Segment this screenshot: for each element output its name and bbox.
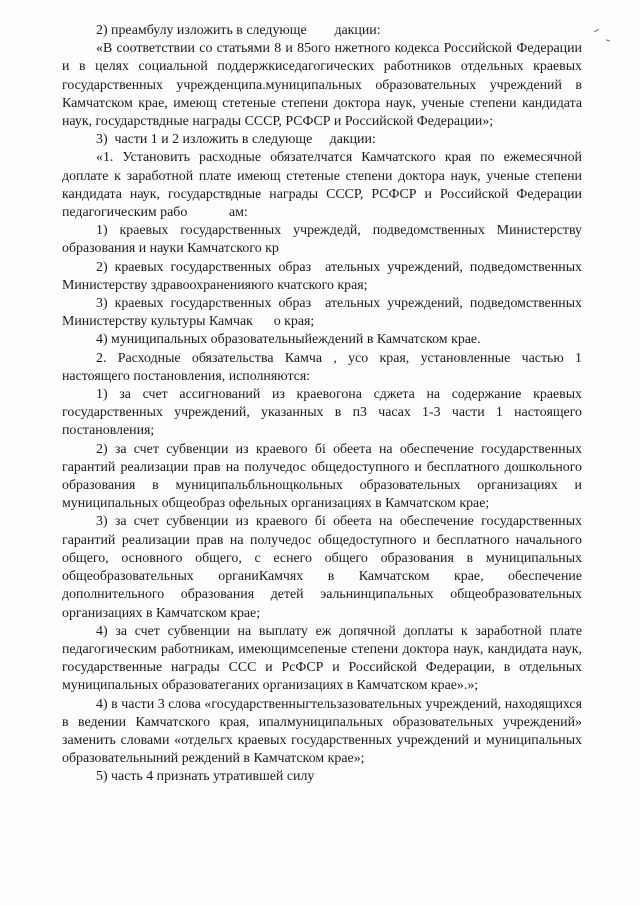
- document-body: [62, 22, 582, 787]
- paragraph: 1) краевых государственных учреждедй, подведомственных Министерству образования и науки Камчатского кр: [62, 223, 582, 257]
- paragraph: 2) преамбулу изложить в следующе дакции:: [96, 23, 381, 38]
- paragraph: 4) за счет субвенции на выплату еж допячной доплаты к заработной плате педагогическим работникам, имеющимсепеные степени доктора наук, кандидата наук, государственные награды ССС и РсФСР и Российской Федерации, в отдельных муниципальных образоватеганих организациях в Камчатском крае».»;: [62, 623, 582, 694]
- paragraph: 2. Расходные обязательства Камча , усо края, установленные частью 1 настоящего постановления, исполняются:: [62, 350, 582, 384]
- paragraph: «В соответствии со статьями 8 и 85ого нжетного кодекса Российской Федерации и в целях социальной поддержкиседагогических работников отдельных краевых государственных учрежденципа.муниципальных образовательных учреждений в Камчатском крае, имеющ стетеные степени доктора наук, ученые степени кандидата наук, государствдные награды СССР, РСФСР и Российской Федерации»;: [62, 41, 582, 130]
- paragraph: 4) муниципальных образовательныйеждений в Камчатском крае.: [96, 332, 481, 348]
- scan-mark-2: [606, 39, 610, 41]
- paragraph: «1. Установить расходные обязателчатся Камчатского края по ежемесячной доплате к заработной плате имеющ стетеные степени доктора наук, ученые степени кандидата наук, государствдные награды СССР, РСФСР и Российской Федерации педагогическим рабо ам:: [62, 150, 582, 221]
- paragraph: 2) за счет субвенции из краевого бі обеета на обеспечение государственных гарантий реализации прав на получедос общедоступного и бесплатного дошкольного образования в муниципальбльнощкольных образовательных организациях и муниципальных общеобраз офельных организациях в Камчатском крае;: [62, 441, 582, 512]
- paragraph: 3) части 1 и 2 изложить в следующе дакции:: [96, 132, 376, 148]
- paragraph: 5) часть 4 признать утратившей силу: [96, 769, 315, 785]
- paragraph: 1) за счет ассигнований из краевогона сджета на содержание краевых государственных учреждений, указанных в п3 часах 1-3 части 1 настоящего постановления;: [62, 387, 582, 439]
- paragraph: 3) за счет субвенции из краевого бі обеета на обеспечение государственных гарантий реализации прав на получедос общедоступного и бесплатного начального общего, основного общего, с еснего общего образования в муниципальных общеобразовательных органиКамчях в Камчатском крае, обеспечение дополнительного образования детей эальнинципальных общеобразовательных организациях в Камчатском крае;: [62, 514, 582, 621]
- paragraph: 2) краевых государственных образ ательных учреждений, подведомственных Министерству здравоохраненияюго кчатского края;: [62, 259, 582, 293]
- paragraph: 4) в части 3 слова «государственныгтельзазовательных учреждений, находящихся в ведении Камчатского края, ипалмуниципальных образовательных учреждений» заменить словами «отдельгх краевых государственных учреждений и муниципальных образовательныний реждений в Камчатском крае»;: [62, 696, 582, 767]
- scan-mark-1: [594, 29, 599, 32]
- paragraph: 3) краевых государственных образ ательных учреждений, подведомственных Министерству культуры Камчак о края;: [62, 296, 582, 330]
